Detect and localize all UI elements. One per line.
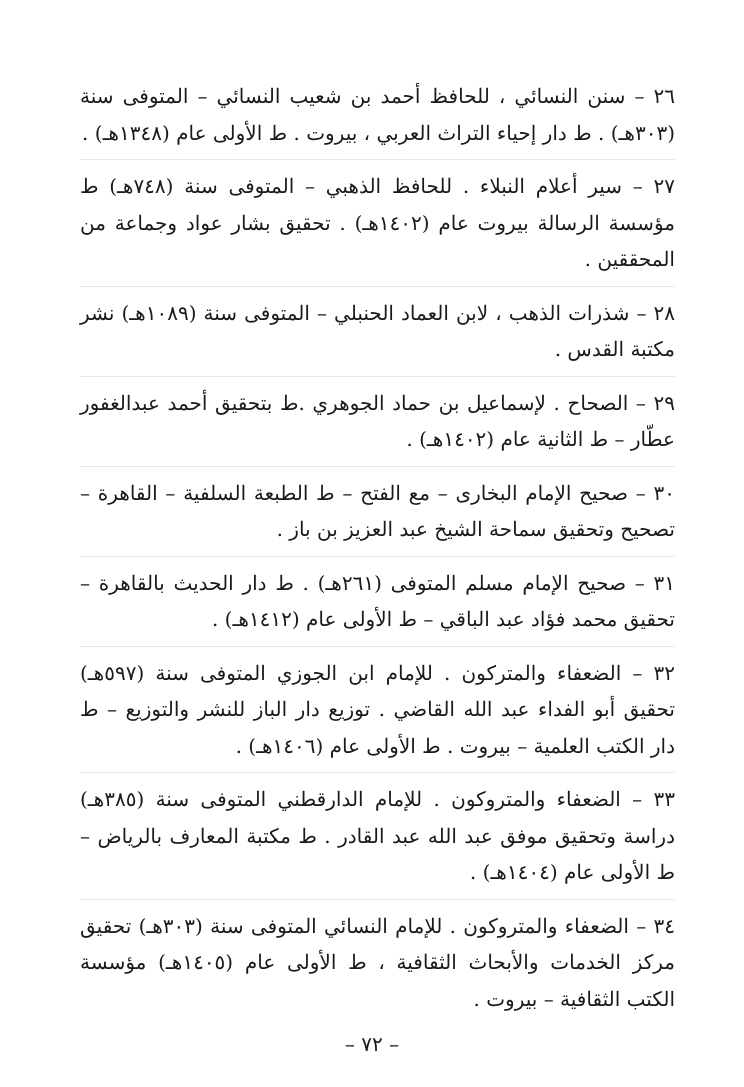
bibliography-entry-27: ٢٧ – سير أعلام النبلاء . للحافظ الذهبي – المتوفى سنة (٧٤٨هـ) ط مؤسسة الرسالة بيروت عام (١٤٠٢هـ) . تحقيق بشار عواد وجماعة من المحققين . [80,174,675,271]
entry-separator [80,899,675,900]
entry-separator [80,556,675,557]
bibliography-entry-34: ٣٤ – الضعفاء والمتروكون . للإمام النسائي المتوفى سنة (٣٠٣هـ) تحقيق مركز الخدمات والأبحاث الثقافية ، ط الأولى عام (١٤٠٥هـ) مؤسسة الكتب الثقافية – بيروت . [80,913,676,1011]
bibliography-entry-31: ٣١ – صحيح الإمام مسلم المتوفى (٢٦١هـ) . ط دار الحديث بالقاهرة – تحقيق محمد فؤاد عبد الباقي – ط الأولى عام (١٤١٢هـ) . [80,570,676,631]
entry-separator [80,286,675,287]
entry-separator [80,376,675,377]
bibliography-list [80,78,675,1017]
bibliography-entry-26: ٢٦ – سنن النسائي ، للحافظ أحمد بن شعيب النسائي – المتوفى سنة (٣٠٣هـ) . ط دار إحياء التراث العربي ، بيروت . ط الأولى عام (١٣٤٨هـ) . [80,84,675,145]
entry-separator [80,466,675,467]
entry-separator [80,772,675,773]
bibliography-entry-32: ٣٢ – الضعفاء والمتركون . للإمام ابن الجوزي المتوفى سنة (٥٩٧هـ) تحقيق أبو الفداء عبد الله القاضي . توزيع دار الباز للنشر والتوزيع – ط دار الكتب العلمية – بيروت . ط الأولى عام (١٤٠٦هـ) . [80,660,675,758]
bibliography-entry-30: ٣٠ – صحيح الإمام البخارى – مع الفتح – ط الطبعة السلفية – القاهرة – تصحيح وتحقيق سماحة الشيخ عبد العزيز بن باز . [80,480,675,541]
bibliography-entry-29: ٢٩ – الصحاح . لإسماعيل بن حماد الجوهري .ط بتحقيق أحمد عبدالغفور عطّار – ط الثانية عام (١٤٠٢هـ) . [80,390,675,451]
bibliography-entry-28: ٢٨ – شذرات الذهب ، لابن العماد الحنبلي – المتوفى سنة (١٠٨٩هـ) نشر مكتبة القدس . [80,300,675,361]
page-number: – ٧٢ – [344,1032,400,1056]
bibliography-entry-33: ٣٣ – الضعفاء والمتروكون . للإمام الدارقطني المتوفى سنة (٣٨٥هـ) دراسة وتحقيق موفق عبد الله عبد القادر . ط مكتبة المعارف بالرياض – ط الأولى عام (١٤٠٤هـ) . [80,787,675,884]
entry-separator [80,646,675,647]
entry-separator [80,159,675,160]
